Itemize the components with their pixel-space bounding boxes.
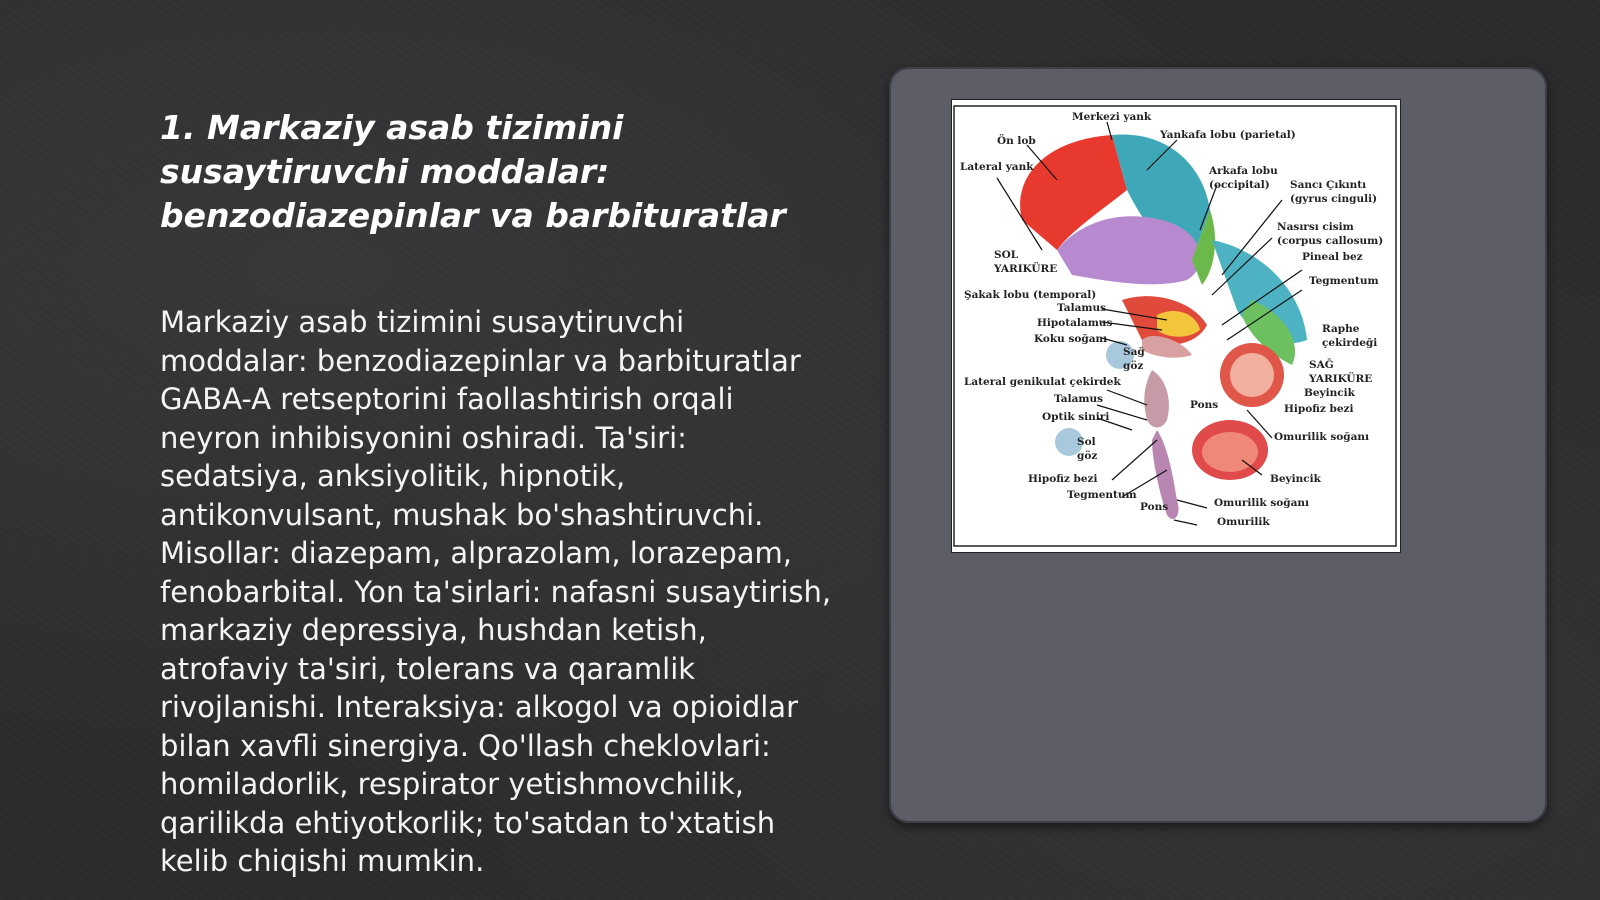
label-arkafa-1: Arkafa lobu [1209,165,1278,177]
label-tegmentum-top: Tegmentum [1309,275,1379,287]
label-beyincik-bottom: Beyincik [1270,473,1321,485]
label-omurilik-sogani-top: Omurilik soğanı [1274,431,1370,443]
label-optik: Optik siniri [1042,411,1110,423]
label-pons-bottom: Pons [1140,501,1169,513]
label-omurilik: Omurilik [1217,516,1270,528]
label-pineal: Pineal bez [1302,251,1363,263]
label-lateral-yank: Lateral yank [960,161,1034,173]
label-hipofiz-top: Hipofiz bezi [1284,403,1354,415]
label-sag-yarikure-1: SAĞ [1309,359,1334,371]
label-omurilik-sogani-bottom: Omurilik soğanı [1214,497,1310,509]
label-on-lob: Ön lob [997,135,1036,147]
brain-diagram [952,100,1400,552]
label-nasirsi-1: Nasırsı cisim [1277,221,1354,233]
label-yankafa: Yankafa lobu (parietal) [1160,129,1296,141]
label-sag-yarikure-2: YARIKÜRE [1309,373,1373,385]
slide-title: 1. Markaziy asab tizimini susaytiruvchi moddalar: benzodiazepinlar va barbituratlar [160,108,786,235]
label-sag-goz-1: Sağ [1123,346,1145,358]
label-sol-yarikure-2: YARIKÜRE [994,263,1058,275]
label-talamus-top: Talamus [1057,302,1107,314]
label-talamus-bottom: Talamus [1054,393,1104,405]
label-hipotalamus: Hipotalamus [1037,317,1113,329]
label-sol-yarikure-1: SOL [994,249,1019,261]
label-nasirsi-2: (corpus callosum) [1277,235,1384,247]
slide-body-text: Markaziy asab tizimini susaytiruvchi moddalar: benzodiazepinlar va barbituratlar GABA-A retseptorini faollashtirish orqali neyron inhibisyonini oshiradi. Ta'siri: sedatsiya, anksiyolitik, hipnotik, antikonvulsant, mushak bo'shashtiruvchi. Misollar: diazepam, alprazolam, lorazepam, fenobarbital. Yon ta'sirlari: nafasni susaytirish, markaziy depressiya, hushdan ketish, atrofaviy ta'siri, tolerans va qaramlik rivojlanishi. Interaksiya: alkogol va opioidlar bilan xavfli sinergiya. Qo'llash cheklovlari: homiladorlik, respirator yetishmovchilik, qarilikda ehtiyotkorlik; to'satdan to'xtatish kelib chiqishi mumkin. [160,305,832,878]
label-tegmentum-bottom: Tegmentum [1067,489,1137,501]
label-beyincik-top: Beyincik [1304,387,1355,399]
label-pons-top: Pons [1190,399,1219,411]
label-sanci-2: (gyrus cinguli) [1290,193,1378,205]
label-merkezi-yank: Merkezi yank [1072,111,1152,123]
label-sag-goz-2: göz [1123,360,1144,372]
label-lateral-genikulat: Lateral genikulat çekirdek [964,376,1121,388]
label-arkafa-2: (occipital) [1209,179,1270,191]
label-sol-goz-1: Sol [1077,436,1096,448]
label-sakak: Şakak lobu (temporal) [964,289,1097,301]
label-raphe-2: çekirdeği [1322,337,1378,349]
label-hipofiz-bottom: Hipofiz bezi [1028,473,1098,485]
label-raphe-1: Raphe [1322,323,1360,335]
label-koku: Koku soğanı [1034,333,1108,345]
label-sanci-1: Sancı Çıkıntı [1290,179,1367,191]
brain-anatomy-figure [951,99,1401,553]
label-sol-goz-2: göz [1077,450,1098,462]
